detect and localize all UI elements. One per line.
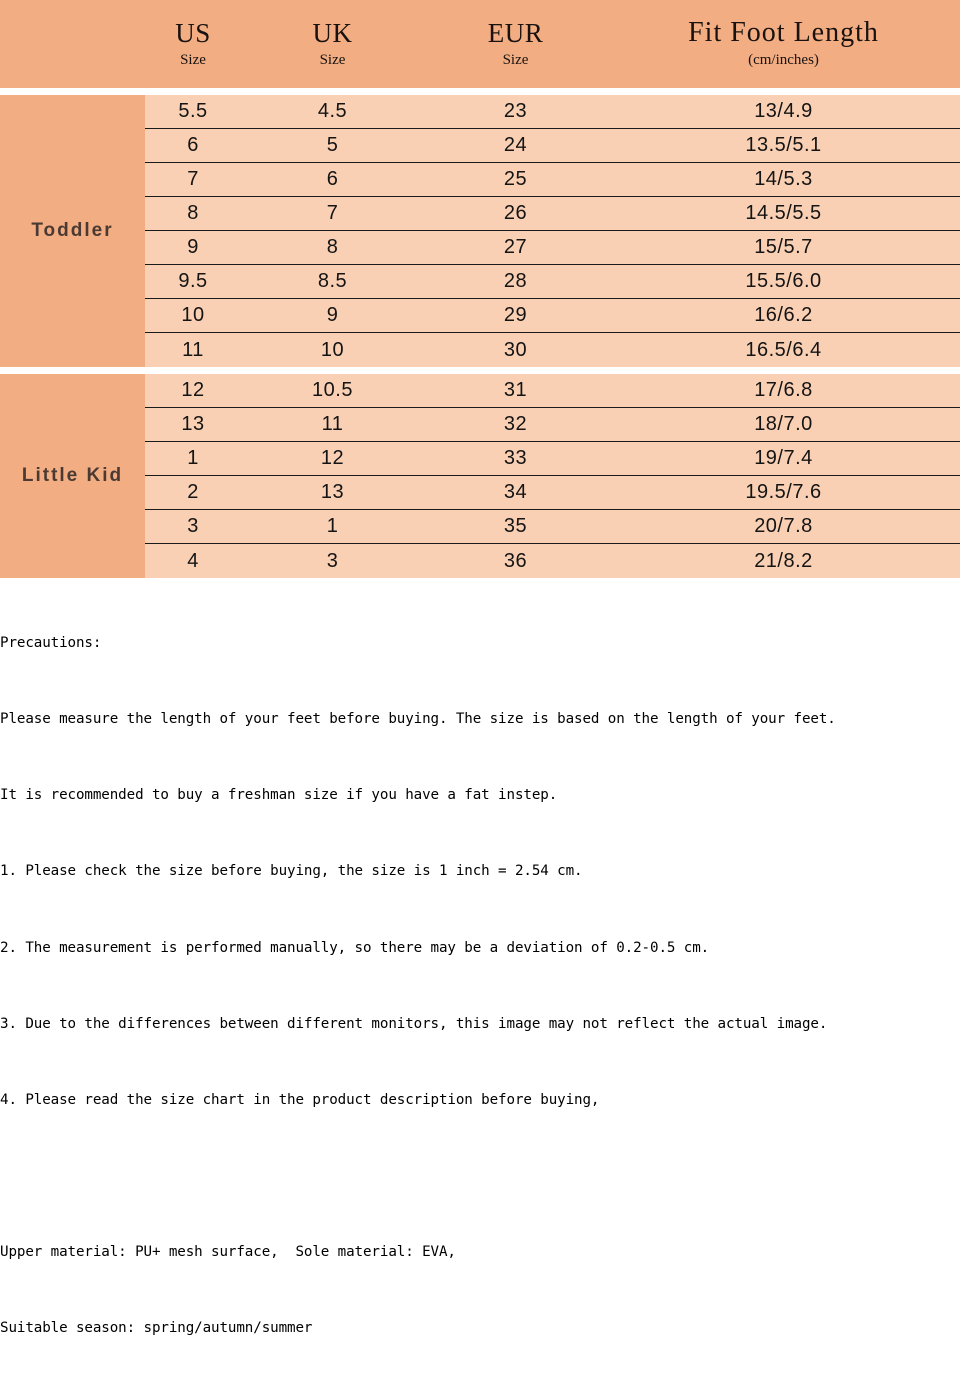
cell-eur: 33 (503, 447, 528, 469)
column-header-uk-title: UK (312, 18, 353, 48)
precaution-item-1: 1. Please check the size before buying, the size is 1 inch = 2.54 cm. (0, 863, 583, 880)
cell-eur: 31 (503, 379, 528, 401)
section-little-kid (0, 374, 960, 578)
cell-uk: 9 (326, 304, 339, 326)
cell-fit: 19/7.4 (754, 447, 813, 469)
cell-us: 9.5 (178, 270, 208, 292)
cell-eur: 36 (503, 549, 528, 572)
cell-uk: 11 (321, 413, 344, 435)
cell-uk: 1 (326, 515, 339, 537)
cell-fit: 19.5/7.6 (745, 481, 822, 503)
table-row (145, 510, 960, 544)
section-rows-little-kid (145, 374, 960, 578)
column-header-eur-title: EUR (487, 18, 544, 48)
cell-us: 5.5 (178, 100, 208, 122)
cell-fit: 13/4.9 (754, 100, 813, 122)
table-row (145, 333, 960, 367)
cell-us: 11 (182, 338, 204, 361)
precaution-measure-text: Please measure the length of your feet before buying. The size is based on the length of your feet. (0, 711, 836, 728)
precautions-heading: Precautions: (0, 634, 102, 651)
column-header-fit-subtitle: (cm/inches) (748, 52, 819, 68)
cell-fit: 13.5/5.1 (745, 134, 822, 156)
cell-fit: 15.5/6.0 (745, 270, 822, 292)
cell-us: 8 (187, 202, 199, 224)
table-row (145, 374, 960, 408)
cell-uk: 6 (326, 168, 339, 190)
cell-eur: 25 (503, 168, 528, 190)
column-header-eur-subtitle: Size (502, 52, 529, 68)
table-row (145, 544, 960, 578)
cell-us: 10 (181, 304, 205, 326)
table-row (145, 197, 960, 231)
cell-eur: 35 (503, 515, 528, 537)
precautions-block (0, 578, 960, 1393)
table-header-row (0, 0, 960, 88)
cell-fit: 21/8.2 (754, 549, 813, 572)
column-header-fit-title: Fit Foot Length (688, 17, 879, 48)
cell-fit: 16/6.2 (754, 304, 813, 326)
cell-fit: 14/5.3 (754, 168, 813, 190)
cell-us: 2 (187, 481, 199, 503)
cell-eur: 32 (503, 413, 528, 435)
material-info: Upper material: PU+ mesh surface, Sole material: EVA, (0, 1244, 456, 1261)
cell-uk: 12 (320, 447, 345, 469)
section-toddler (0, 95, 960, 367)
cell-eur: 34 (503, 481, 528, 503)
table-row (145, 476, 960, 510)
precaution-item-2: 2. The measurement is performed manually, so there may be a deviation of 0.2-0.5 cm. (0, 939, 710, 956)
cell-us: 12 (181, 379, 205, 401)
precaution-item-3: 3. Due to the differences between different monitors, this image may not reflect the actual image. (0, 1015, 828, 1032)
precaution-item-4: 4. Please read the size chart in the product description before buying, (0, 1092, 600, 1109)
cell-eur: 26 (503, 202, 528, 224)
cell-uk: 5 (326, 134, 339, 156)
cell-us: 1 (187, 447, 199, 469)
cell-uk: 8 (326, 236, 339, 258)
cell-fit: 16.5/6.4 (745, 338, 822, 361)
table-row (145, 408, 960, 442)
cell-fit: 17/6.8 (754, 379, 813, 401)
header-body-divider (0, 88, 960, 95)
table-row (145, 265, 960, 299)
section-label-little-kid: Little Kid (0, 374, 145, 578)
cell-uk: 3 (326, 549, 339, 572)
cell-us: 4 (187, 549, 199, 572)
cell-us: 9 (187, 236, 199, 258)
cell-fit: 20/7.8 (754, 515, 813, 537)
season-info: Suitable season: spring/autumn/summer (0, 1320, 313, 1337)
table-row (145, 231, 960, 265)
table-row (145, 442, 960, 476)
cell-us: 7 (187, 168, 199, 190)
cell-uk: 4.5 (317, 100, 348, 122)
cell-us: 6 (187, 134, 199, 156)
column-header-uk-subtitle: Size (319, 52, 346, 68)
table-row (145, 299, 960, 333)
cell-eur: 30 (503, 338, 528, 361)
cell-uk: 8.5 (317, 270, 348, 292)
cell-fit: 18/7.0 (754, 413, 813, 435)
section-divider (0, 367, 960, 374)
table-row (145, 95, 960, 129)
column-header-us (145, 17, 241, 71)
column-header-us-subtitle: Size (180, 52, 206, 68)
cell-eur: 24 (503, 134, 528, 156)
cell-us: 3 (187, 515, 199, 537)
cell-us: 13 (181, 413, 205, 435)
cell-eur: 28 (503, 270, 528, 292)
cell-uk: 7 (326, 202, 339, 224)
table-row (145, 129, 960, 163)
section-label-toddler: Toddler (0, 95, 145, 367)
column-header-fit-foot-length (607, 17, 960, 71)
section-rows-toddler (145, 95, 960, 367)
cell-uk: 10.5 (312, 379, 353, 401)
cell-uk: 10 (320, 338, 345, 361)
column-header-us-title: US (175, 18, 211, 48)
cell-fit: 15/5.7 (754, 236, 813, 258)
column-header-uk (241, 17, 424, 71)
notes-spacer (0, 1164, 960, 1189)
column-header-eur (424, 17, 607, 71)
cell-fit: 14.5/5.5 (745, 202, 822, 224)
cell-uk: 13 (320, 481, 345, 503)
cell-eur: 27 (503, 236, 528, 258)
cell-eur: 23 (503, 100, 528, 122)
cell-eur: 29 (503, 304, 528, 326)
table-row (145, 163, 960, 197)
precaution-freshman-text: It is recommended to buy a freshman size if you have a fat instep. (0, 787, 558, 804)
